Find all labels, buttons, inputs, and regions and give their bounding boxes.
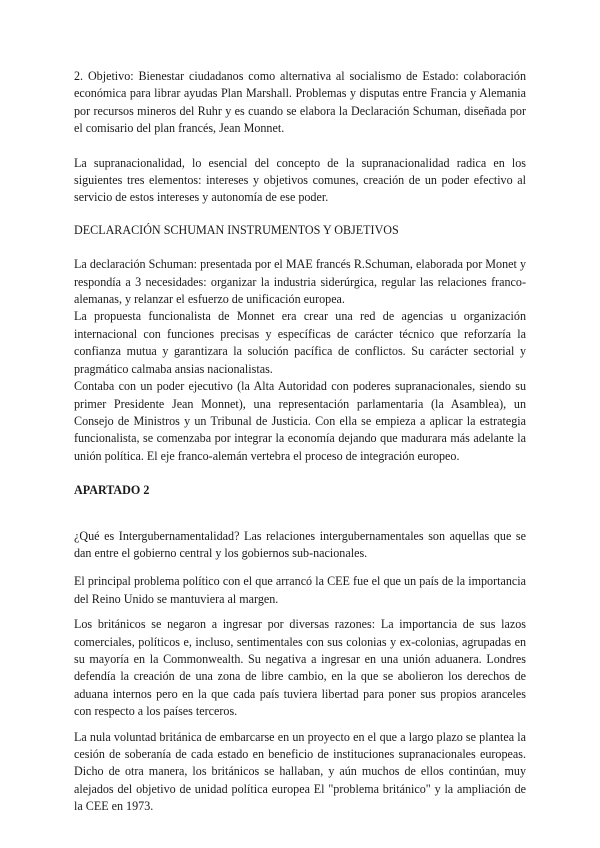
paragraph-objetivo: 2. Objetivo: Bienestar ciudadanos como alternativa al socialismo de Estado: colaboración económica para librar ayudas Plan Marshall. Problemas y disputas entre Francia y Alemania por recursos mineros del Ruhr y es cuando se elabora la Declaración Schuman, diseñada por el comisario del plan francés, Jean Monnet. [74,69,526,136]
paragraph-supranacionalidad: La supranacionalidad, lo esencial del concepto de la supranacionalidad radica en los siguientes tres elementos: intereses y objetivos comunes, creación de un poder efectivo al servicio de estos intereses y autonomía de ese poder. [74,155,526,205]
paragraph-propuesta-funcionalista: La propuesta funcionalista de Monnet era crear una red de agencias u organización internacional con funciones precisas y específicas de carácter técnico que reforzaría la confianza mutua y garantizara la solución pacífica de conflictos. Su carácter sectorial y pragmático calmaba ansias nacionalistas. [74,309,526,376]
paragraph-problema-politico: El principal problema político con el que arrancó la CEE fue el que un país de la importancia del Reino Unido se mantuviera al margen. [74,574,526,606]
paragraph-voluntad-britanica: La nula voluntad británica de embarcarse en un proyecto en el que a largo plazo se plantea la cesión de soberanía de cada estado en beneficio de instituciones supranacionales europeas. Dicho de otra manera, los británicos se hallaban, y aún muchos de ellos continúan, muy alejados del objetivo de unidad política europea El "problema británico" y la ampliación de la CEE en 1973. [74,729,526,814]
paragraph-britanicos: Los británicos se negaron a ingresar por diversas razones: La importancia de sus lazos comerciales, políticos e, incluso, sentimentales con sus colonias y ex-colonias, agrupadas en su mayoría en la Commonwealth. Su negativa a ingresar en una unión aduanera. Londres defendía la creación de una zona de libre cambio, en la que se abolieron los derechos de aduana internos pero en la que cada país tuviera libertad para poner sus propios aranceles con respecto a los países terceros. [74,617,526,719]
section-heading: DECLARACIÓN SCHUMAN INSTRUMENTOS Y OBJETIVOS [74,222,399,237]
paragraph-declaracion: La declaración Schuman: presentada por el MAE francés R.Schuman, elaborada por Monet y respondía a 3 necesidades: organizar la industria siderúrgica, regular las relaciones franco-alemanas, y relanzar el esfuerzo de unificación europea. [74,257,526,307]
apartado-heading: APARTADO 2 [74,483,150,498]
paragraph-intergubernamentalidad: ¿Qué es Intergubernamentalidad? Las relaciones intergubernamentales son aquellas que se dan entre el gobierno central y los gobiernos sub-nacionales. [74,528,526,560]
document-page [74,68,526,816]
paragraph-poder-ejecutivo: Contaba con un poder ejecutivo (la Alta Autoridad con poderes supranacionales, siendo su primer Presidente Jean Monnet), una representación parlamentaria (la Asamblea), un Consejo de Ministros y un Tribunal de Justicia. Con ella se empieza a aplicar la estrategia funcionalista, se comenzaba por integrar la economía dejando que madurara más adelante la unión política. El eje franco-alemán vertebra el proceso de integración europeo. [74,379,526,463]
